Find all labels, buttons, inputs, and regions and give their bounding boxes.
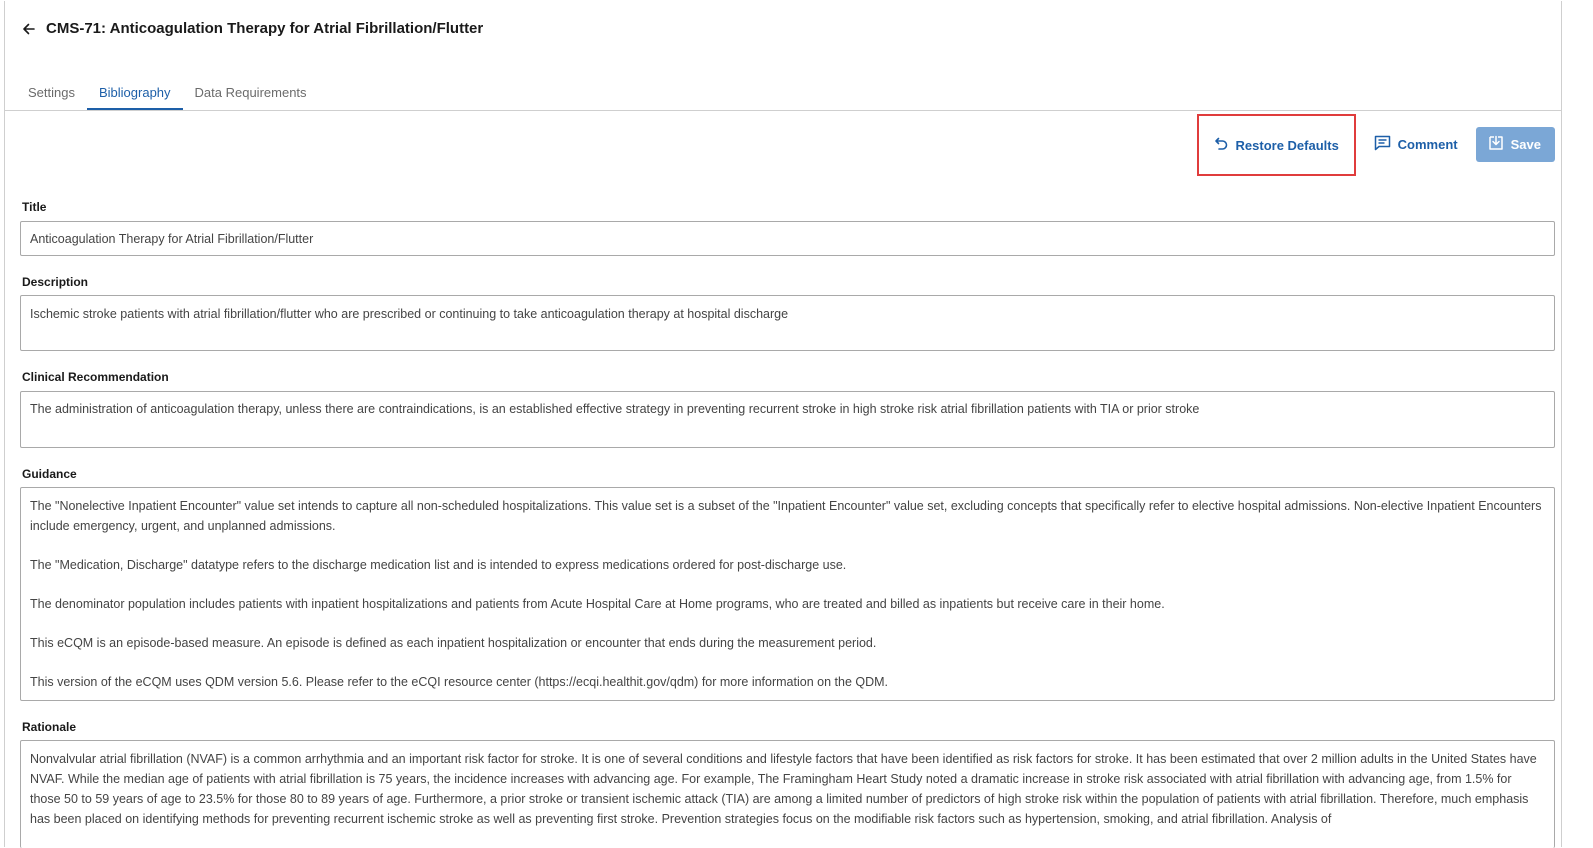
title-label: Title bbox=[22, 200, 47, 214]
restore-defaults-button[interactable] bbox=[1214, 128, 1339, 163]
tab-settings[interactable]: Settings bbox=[28, 85, 75, 100]
clinical-recommendation-textarea[interactable] bbox=[20, 391, 1555, 448]
tab-bibliography[interactable]: Bibliography bbox=[87, 76, 183, 110]
restore-highlight-box bbox=[1197, 114, 1356, 176]
tab-bar bbox=[5, 76, 1561, 111]
undo-icon bbox=[1214, 136, 1229, 154]
clinical-recommendation-label: Clinical Recommendation bbox=[22, 370, 169, 384]
description-value: Ischemic stroke patients with atrial fibrillation/flutter who are prescribed or continuing to take anticoagulation therapy at hospital discharge bbox=[30, 307, 789, 321]
guidance-paragraph: The "Medication, Discharge" datatype refers to the discharge medication list and is intended to express medications ordered for post-discharge use. bbox=[30, 558, 847, 572]
guidance-paragraph: This version of the eCQM uses QDM version 5.6. Please refer to the eCQI resource center (https://ecqi.healthit.gov/qdm) for more information on the QDM. bbox=[30, 675, 889, 689]
page-header bbox=[22, 20, 483, 37]
page-title: CMS-71: Anticoagulation Therapy for Atrial Fibrillation/Flutter bbox=[46, 20, 484, 37]
guidance-label: Guidance bbox=[22, 467, 77, 481]
arrow-left-icon[interactable] bbox=[22, 22, 36, 36]
rationale-textarea[interactable] bbox=[20, 740, 1555, 848]
rationale-value: Nonvalvular atrial fibrillation (NVAF) is a common arrhythmia and an important risk factor for stroke. It is one of several conditions and lifestyle factors that have been identified as risk factors for stroke. It has been estimated that over 2 million adults in the United States have NVAF. While the median age of patients with atrial fibrillation is 75 years, the incidence increases with advancing age. For example, The Framingham Heart Study noted a dramatic increase in stroke risk associated with atrial fibrillation with advancing age, from 1.5% for those 50 to 59 years of age to 23.5% for those 80 to 89 years of age. Furthermore, a prior stroke or transient ischemic attack (TIA) are among a limited number of predictors of high stroke risk within the population of patients with atrial fibrillation. Therefore, much emphasis has been placed on identifying methods for preventing recurrent ischemic stroke as well as preventing first stroke. Prevention strategies focus on the modifiable risk factors such as hypertension, smoking, and atrial fibrillation. Analysis of bbox=[30, 752, 1537, 826]
title-value: Anticoagulation Therapy for Atrial Fibrillation/Flutter bbox=[30, 232, 314, 246]
title-input[interactable] bbox=[20, 221, 1555, 256]
guidance-paragraph: This eCQM is an episode-based measure. An episode is defined as each inpatient hospitalization or encounter that ends during the measurement period. bbox=[30, 636, 877, 650]
action-bar bbox=[1197, 126, 1555, 163]
restore-defaults-label: Restore Defaults bbox=[1235, 137, 1339, 153]
save-icon bbox=[1488, 135, 1504, 154]
guidance-textarea[interactable] bbox=[20, 487, 1555, 701]
description-label: Description bbox=[22, 275, 89, 289]
clinical-recommendation-value: The administration of anticoagulation therapy, unless there are contraindications, is an established effective strategy in preventing recurrent stroke in high stroke risk atrial fibrillation patients with TIA or prior stroke bbox=[30, 402, 1200, 416]
comment-icon bbox=[1374, 135, 1391, 154]
comment-button[interactable] bbox=[1374, 127, 1458, 162]
rationale-label: Rationale bbox=[22, 720, 77, 734]
guidance-paragraph: The "Nonelective Inpatient Encounter" value set intends to capture all non-scheduled hospitalizations. This value set is a subset of the "Inpatient Encounter" value set, excluding concepts that specifically refer to elective hospital admissions. Non-elective Inpatient Encounters include emergency, urgent, and unplanned admissions. bbox=[30, 499, 1542, 533]
save-button[interactable] bbox=[1476, 127, 1555, 162]
comment-label: Comment bbox=[1397, 137, 1458, 152]
tab-data-requirements[interactable]: Data Requirements bbox=[194, 85, 307, 100]
description-textarea[interactable] bbox=[20, 295, 1555, 351]
guidance-paragraph: The denominator population includes patients with inpatient hospitalizations and patients from Acute Hospital Care at Home programs, who are treated and billed as inpatients but receive care in their home. bbox=[30, 597, 1165, 611]
save-label: Save bbox=[1510, 137, 1541, 152]
